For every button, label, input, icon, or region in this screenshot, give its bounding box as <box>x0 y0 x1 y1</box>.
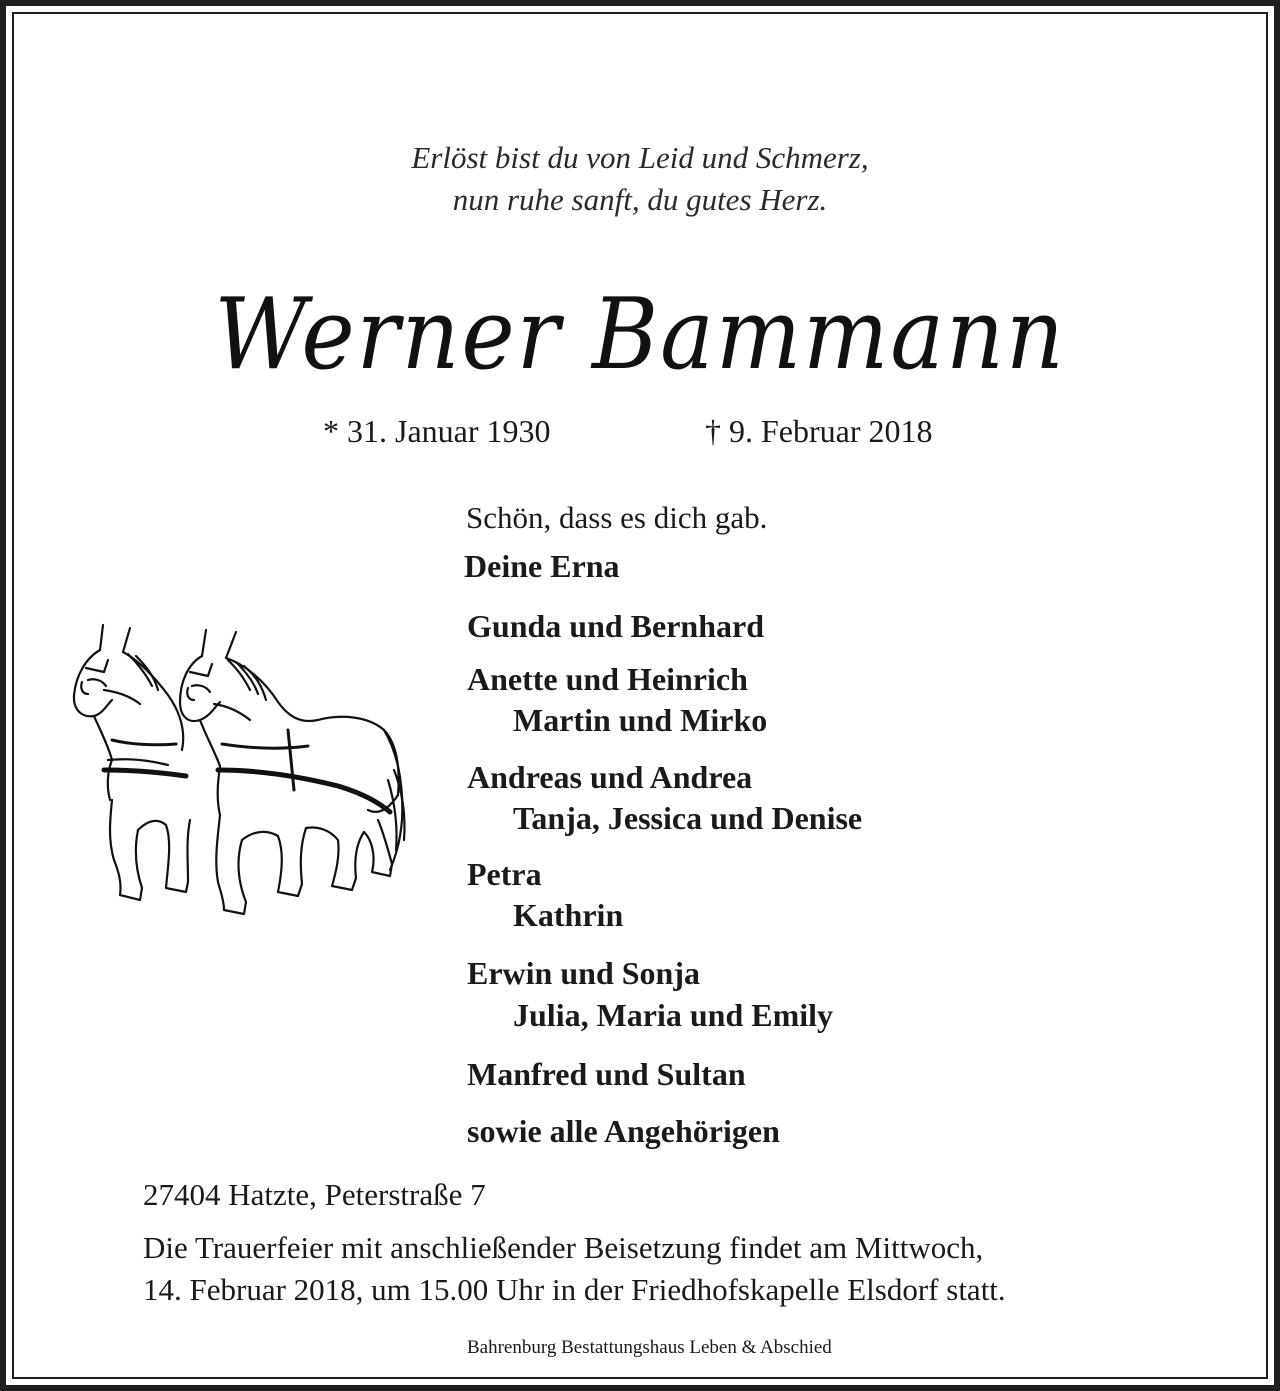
birth-date: * 31. Januar 1930 <box>323 413 551 449</box>
mourner-group-3-children: Tanja, Jessica und Denise <box>513 800 863 836</box>
deceased-name: Werner Bammann <box>214 278 1066 392</box>
mourner-group-2: Anette und Heinrich <box>467 661 748 697</box>
horse-pair-illustration <box>68 620 408 930</box>
mourner-group-1: Gunda und Bernhard <box>467 608 765 644</box>
tribute-text: Schön, dass es dich gab. <box>466 500 768 535</box>
address: 27404 Hatzte, Peterstraße 7 <box>143 1177 486 1212</box>
verse-line-2: nun ruhe sanft, du gutes Herz. <box>452 182 828 217</box>
mourner-others: sowie alle Angehörigen <box>467 1113 780 1149</box>
mourner-group-5-children: Julia, Maria und Emily <box>513 997 834 1033</box>
verse-line-1: Erlöst bist du von Leid und Schmerz, <box>411 140 869 175</box>
mourner-group-3: Andreas und Andrea <box>467 759 753 795</box>
mourner-group-2-children: Martin und Mirko <box>513 702 768 738</box>
ceremony-line-2: 14. Februar 2018, um 15.00 Uhr in der Friedhofskapelle Elsdorf statt. <box>143 1272 1006 1307</box>
mourner-group-4: Petra <box>467 856 542 892</box>
ceremony-line-1: Die Trauerfeier mit anschließender Beisetzung findet am Mittwoch, <box>143 1230 984 1265</box>
funeral-home: Bahrenburg Bestattungshaus Leben & Abschied <box>467 1337 832 1358</box>
mourner-group-4-children: Kathrin <box>513 897 624 933</box>
mourner-erna: Deine Erna <box>464 548 620 584</box>
death-date: † 9. Februar 2018 <box>705 413 933 449</box>
mourner-group-6: Manfred und Sultan <box>467 1056 746 1092</box>
mourner-group-5: Erwin und Sonja <box>467 955 700 991</box>
